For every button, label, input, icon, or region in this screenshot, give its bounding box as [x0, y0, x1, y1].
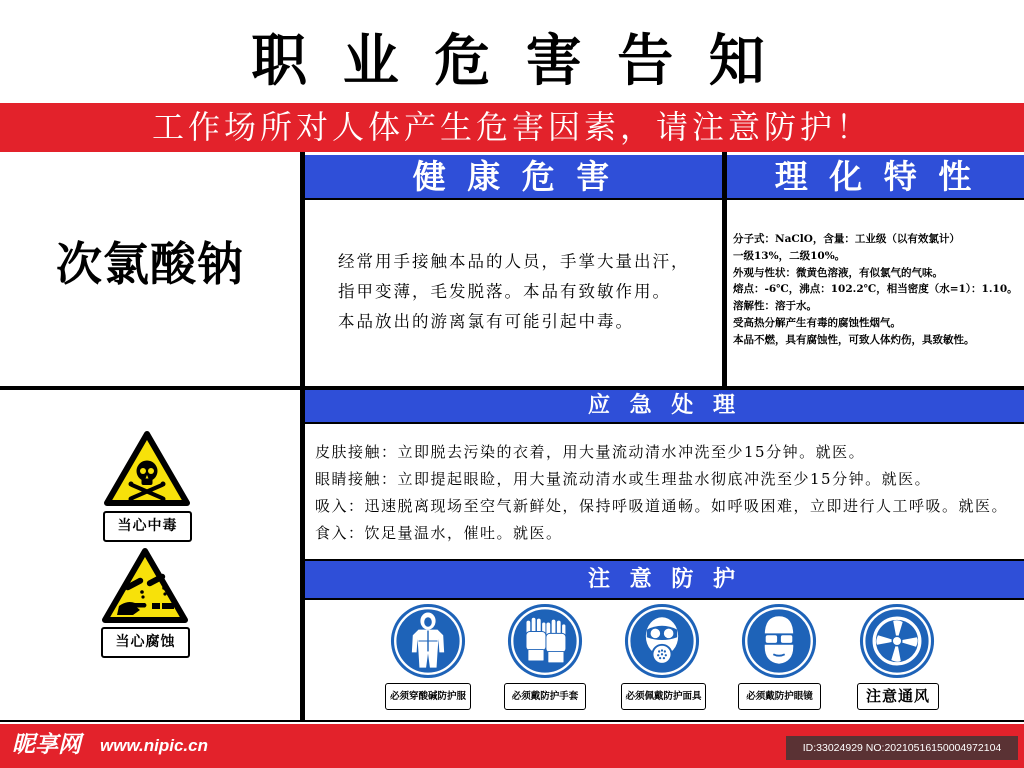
chemical-name: 次氯酸钠 — [56, 237, 244, 291]
ppe-label-gloves: 必须戴防护手套 — [504, 683, 586, 710]
ppe-label-suit: 必须穿酸碱防护服 — [385, 683, 471, 710]
corrosion-icon — [99, 545, 191, 625]
properties-heading: 理 化 特 性 — [727, 155, 1024, 200]
ppe-label-goggles: 必须戴防护眼镜 — [738, 683, 821, 710]
page-title: 职 业 危 害 告 知 — [251, 29, 773, 94]
emergency-line: 食入：饮足量温水，催吐。就医。 — [315, 524, 563, 542]
properties-text — [733, 231, 1022, 349]
emergency-text — [315, 439, 1021, 547]
health-line: 经常用手接触本品的人员，手掌大量出汗， — [338, 252, 690, 271]
gas-mask-icon — [624, 603, 700, 679]
emergency-line: 眼睛接触：立即提起眼睑，用大量流动清水或生理盐水彻底冲洗至少15分钟。就医。 — [315, 470, 932, 488]
health-hazard-text — [338, 247, 718, 337]
property-line: 熔点：-6℃，沸点：102.2℃，相当密度（水=1）：1.10。 — [733, 283, 1018, 296]
emergency-line: 吸入：迅速脱离现场至空气新鲜处，保持呼吸道通畅。如呼吸困难，立即进行人工呼吸。就医。 — [315, 497, 1009, 515]
safety-goggles-icon — [741, 603, 817, 679]
property-line: 受高热分解产生有毒的腐蚀性烟气。 — [733, 316, 901, 329]
divider-vertical-main — [300, 152, 305, 722]
emergency-heading: 应 急 处 理 — [305, 390, 1024, 424]
watermark-url: www.nipic.cn — [100, 736, 208, 755]
warning-label-corrosion: 当心腐蚀 — [101, 627, 190, 658]
toxic-skull-icon — [101, 428, 193, 508]
protection-heading: 注 意 防 护 — [305, 559, 1024, 600]
protective-gloves-icon — [507, 603, 583, 679]
health-line: 本品放出的游离氯有可能引起中毒。 — [338, 312, 634, 331]
watermark-logo: 昵享网 — [12, 732, 81, 758]
emergency-line: 皮肤接触：立即脱去污染的衣着，用大量流动清水冲洗至少15分钟。就医。 — [315, 443, 866, 461]
ppe-label-ventilation: 注意通风 — [857, 683, 939, 710]
property-line: 溶解性：溶于水。 — [733, 300, 817, 313]
ppe-label-mask: 必须佩戴防护面具 — [621, 683, 706, 710]
property-line: 分子式：NaClO，含量：工业级（以有效氯计） — [733, 233, 960, 245]
divider-horizontal-bottom — [0, 720, 1024, 722]
ventilation-fan-icon — [859, 603, 935, 679]
warning-label-toxic: 当心中毒 — [103, 511, 192, 542]
health-line: 指甲变薄，毛发脱落。本品有致敏作用。 — [338, 282, 671, 301]
image-id-badge: ID:33024929 NO:20210516150004972104 — [786, 736, 1018, 760]
property-line: 外观与性状：微黄色溶液，有似氯气的气味。 — [733, 266, 943, 279]
warning-banner: 工作场所对人体产生危害因素，请注意防护！ — [0, 103, 1024, 152]
health-hazard-heading: 健 康 危 害 — [305, 155, 722, 200]
property-line: 一级13%，二级10%。 — [733, 249, 846, 262]
protective-suit-icon — [390, 603, 466, 679]
property-line: 本品不燃，具有腐蚀性，可致人体灼伤，具致敏性。 — [733, 333, 975, 346]
